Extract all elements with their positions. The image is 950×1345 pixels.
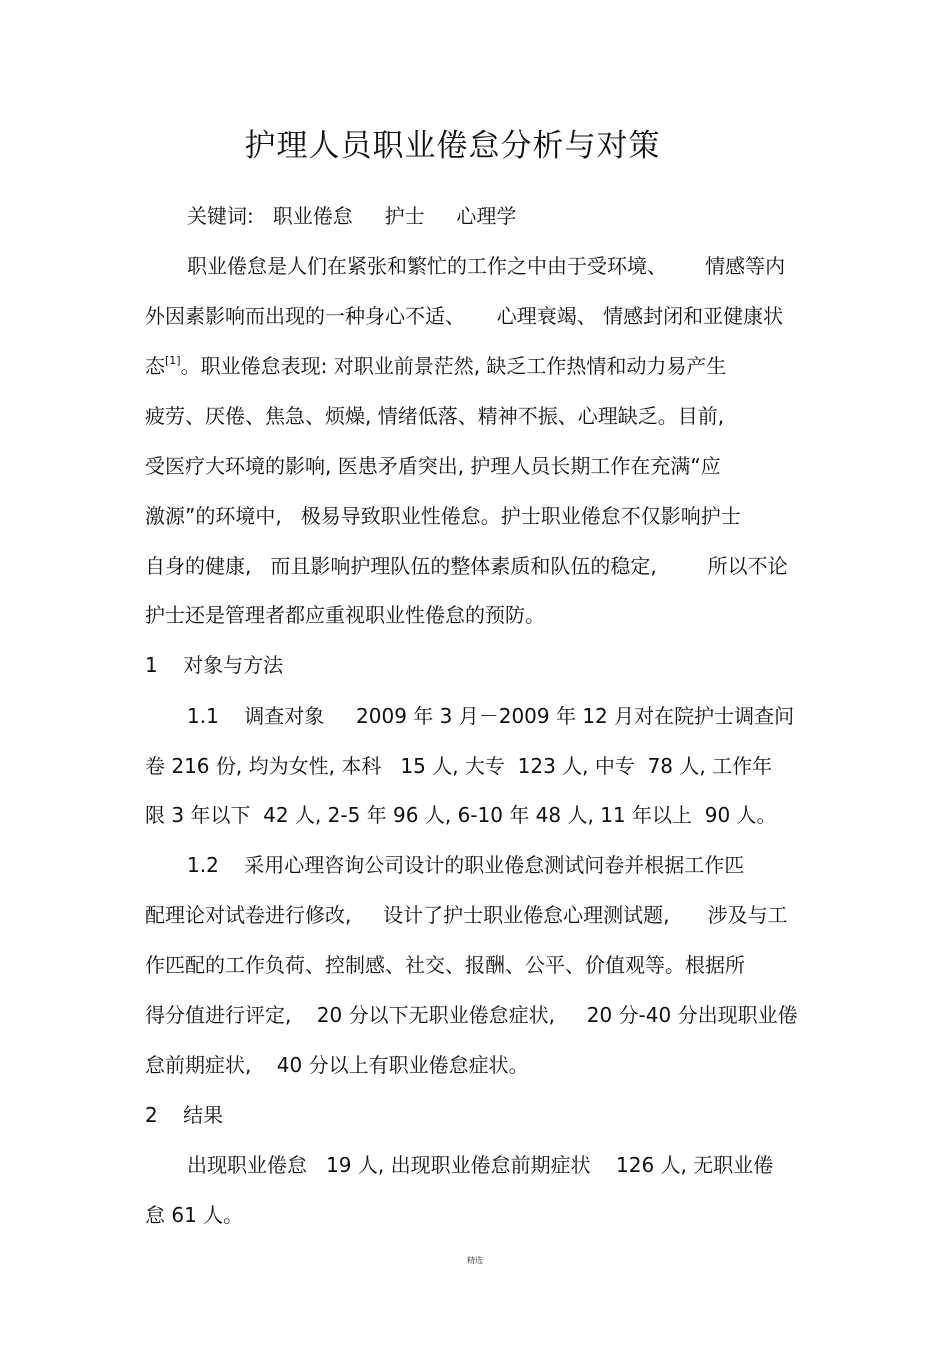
section-1-heading: 1 对象与方法 [145, 653, 284, 677]
page-footer: 精选 [467, 1256, 483, 1265]
keywords-line: 关键词: 职业倦怠 护士 心理学 [187, 204, 517, 228]
citation-ref: [1] [165, 354, 181, 367]
section-1-1-line-1: 1.1 调查对象 2009 年 3 月－2009 年 12 月对在院护士调查问 [187, 704, 795, 728]
intro-line-8: 护士还是管理者都应重视职业性倦怠的预防。 [145, 603, 545, 627]
section-1-1-line-3: 限 3 年以下 42 人, 2-5 年 96 人, 6-10 年 48 人, 11 年以上 90 人。 [145, 803, 777, 827]
intro-line-3-start: 态 [145, 354, 165, 378]
results-line-2: 怠 61 人。 [145, 1203, 244, 1227]
document-title: 护理人员职业倦怠分析与对策 [244, 128, 661, 164]
intro-line-7: 自身的健康, 而且影响护理队伍的整体素质和队伍的稳定, 所以不论 [145, 554, 788, 578]
intro-line-6: 激源”的环境中, 极易导致职业性倦怠。护士职业倦怠不仅影响护士 [145, 504, 741, 528]
results-line-1: 出现职业倦怠 19 人, 出现职业倦怠前期症状 126 人, 无职业倦 [187, 1153, 774, 1177]
section-1-2-line-5: 怠前期症状, 40 分以上有职业倦怠症状。 [145, 1053, 529, 1077]
intro-line-2: 外因素影响而出现的一种身心不适、 心理衰竭、 情感封闭和亚健康状 [145, 304, 784, 328]
section-1-2-line-4: 得分值进行评定, 20 分以下无职业倦怠症状, 20 分-40 分出现职业倦 [145, 1003, 798, 1027]
section-1-2-line-3: 作匹配的工作负荷、控制感、社交、报酬、公平、价值观等。根据所 [145, 953, 745, 977]
intro-line-5: 受医疗大环境的影响, 医患矛盾突出, 护理人员长期工作在充满“应 [145, 454, 721, 478]
section-1-2-line-2: 配理论对试卷进行修改, 设计了护士职业倦怠心理测试题, 涉及与工 [145, 903, 788, 927]
intro-line-4: 疲劳、厌倦、焦急、烦燥, 情绪低落、精神不振、心理缺乏。目前, [145, 404, 725, 428]
section-1-1-line-2: 卷 216 份, 均为女性, 本科 15 人, 大专 123 人, 中专 78 人, 工作年 [145, 754, 773, 778]
intro-line-3-rest: 。职业倦怠表现: 对职业前景茫然, 缺乏工作热情和动力易产生 [180, 354, 727, 378]
intro-line-1: 职业倦怠是人们在紧张和繁忙的工作之中由于受环境、 情感等内 [187, 254, 786, 278]
section-1-2-line-1: 1.2 采用心理咨询公司设计的职业倦怠测试问卷并根据工作匹 [187, 853, 745, 877]
intro-line-3 [145, 353, 726, 379]
section-2-heading: 2 结果 [145, 1103, 224, 1127]
